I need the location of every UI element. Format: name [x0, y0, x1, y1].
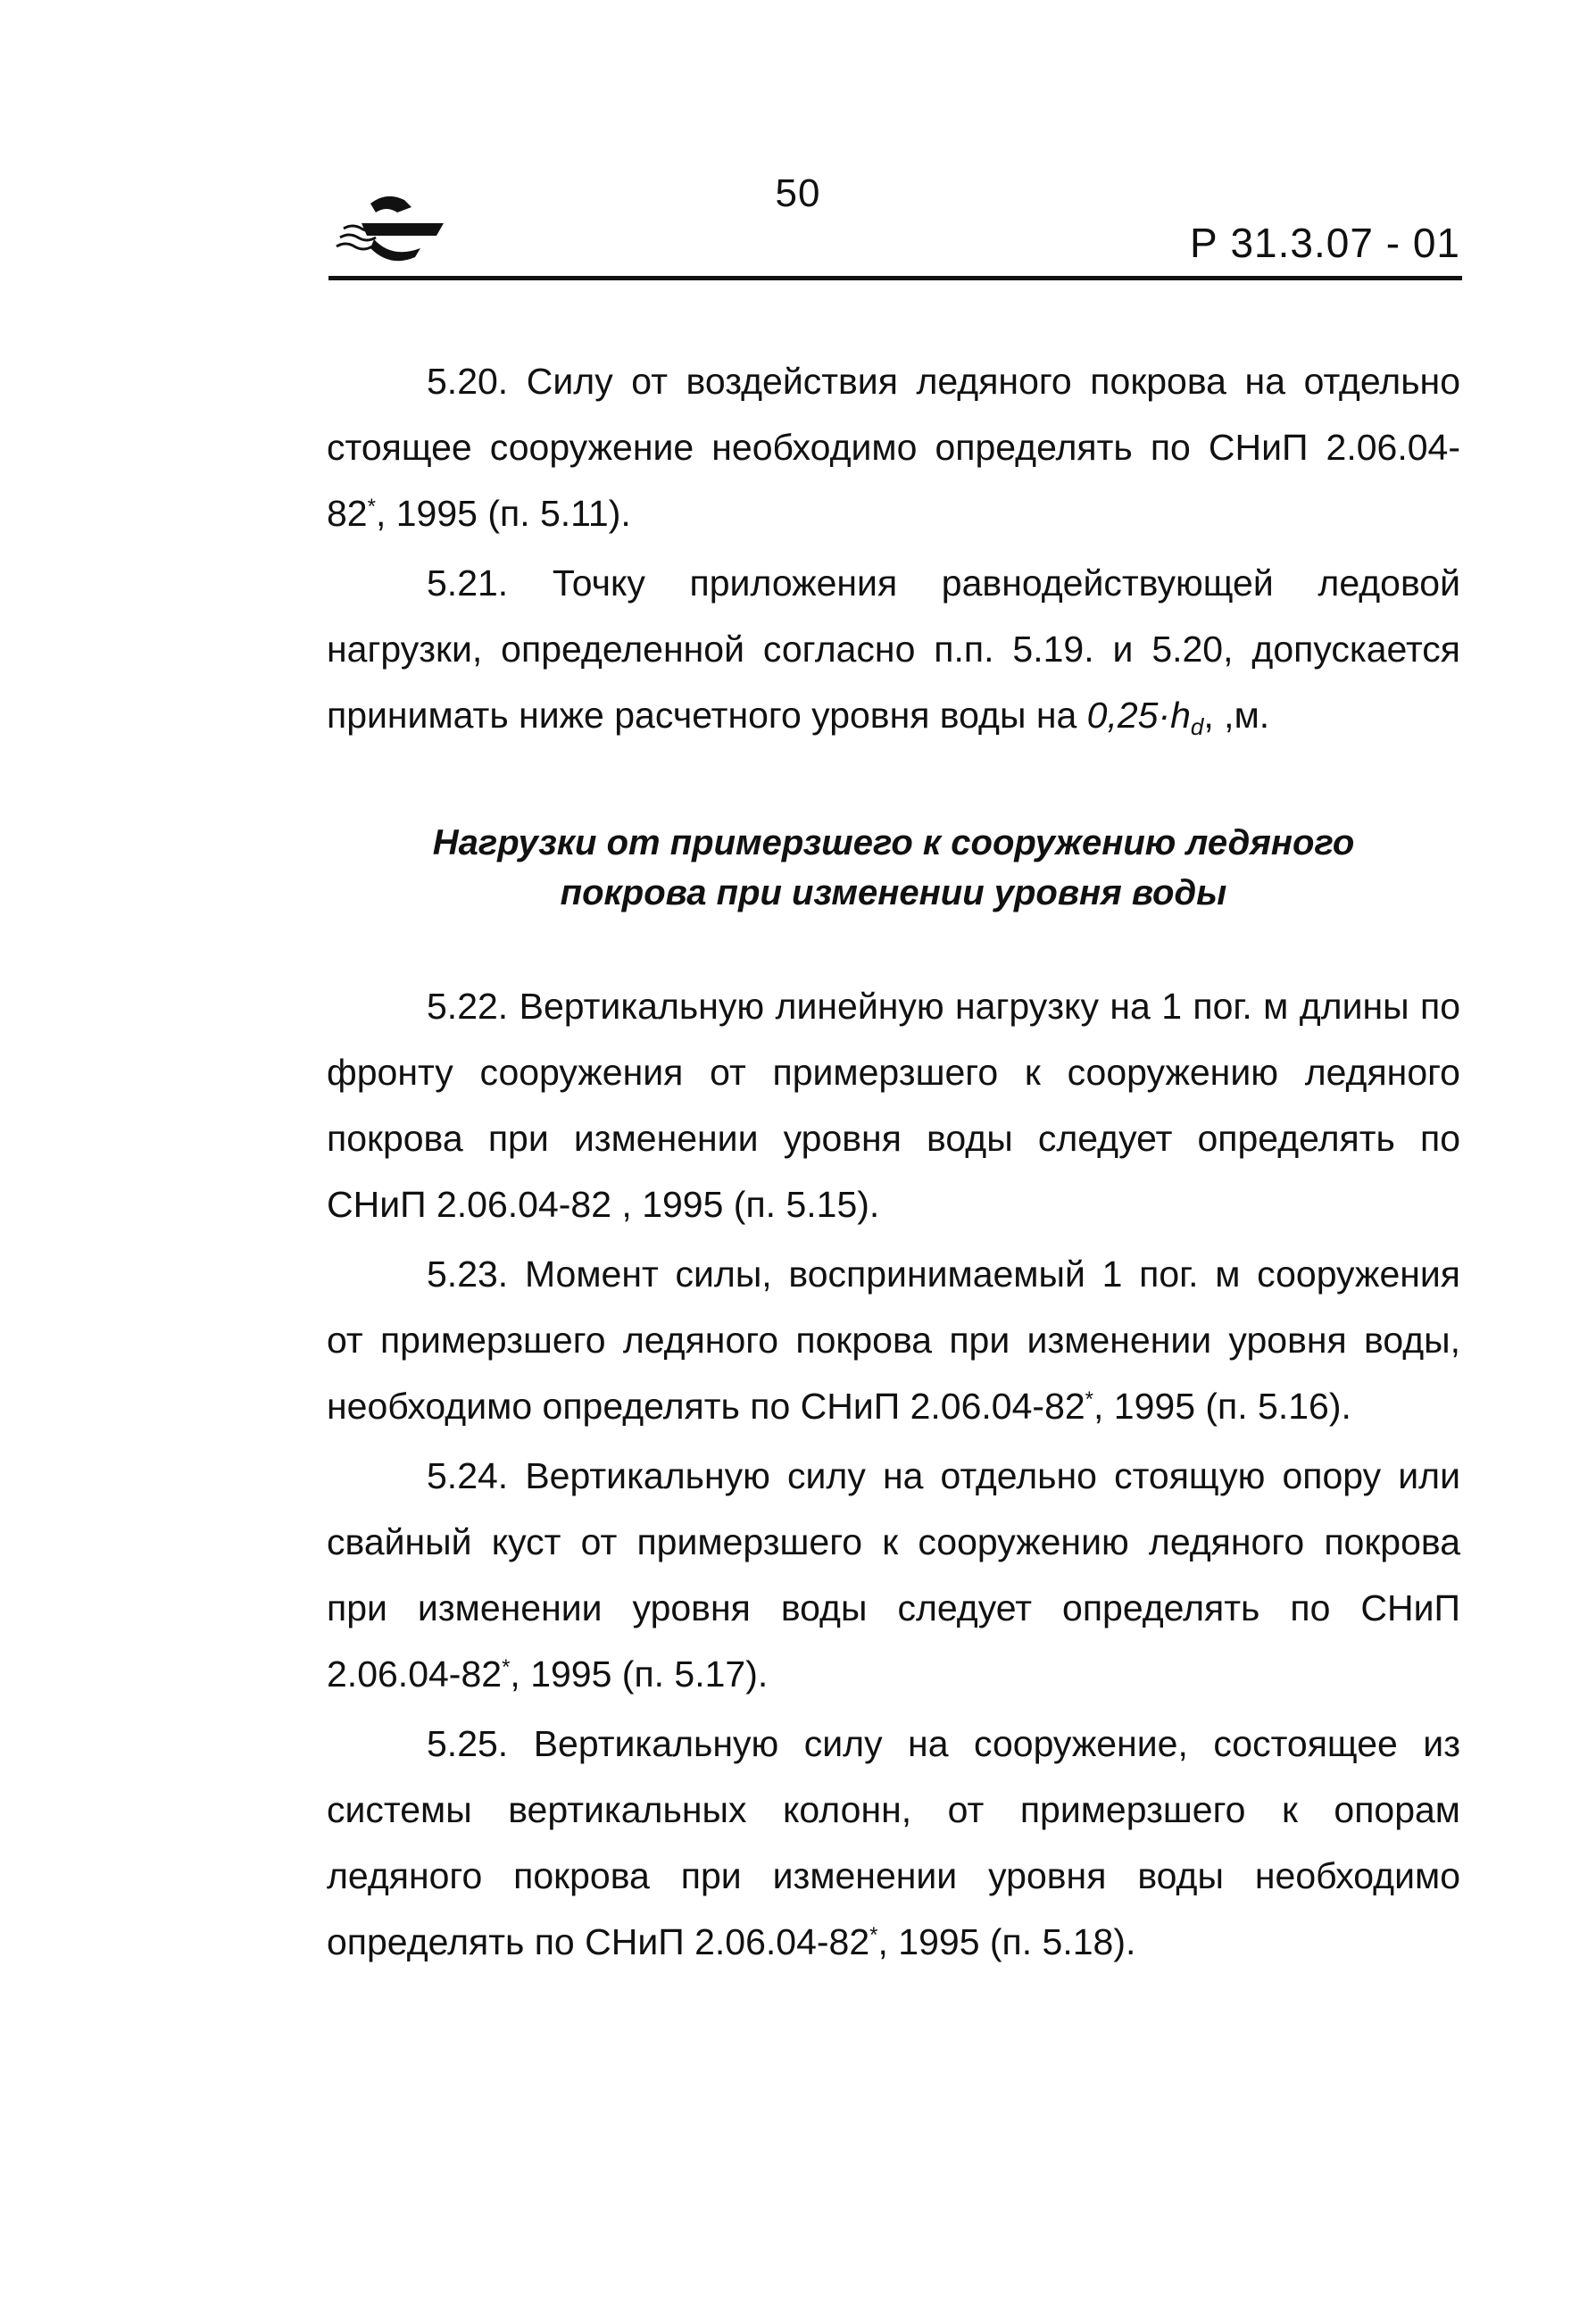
formula	[1086, 695, 1204, 740]
header-divider	[328, 276, 1462, 280]
paragraph-text: Вертикальную силу на отдельно стоящую опору или свайный куст от примерзшего к сооружению ледяного покрова при изменении уровня воды следует определять по СНиП 2.06.04-82	[327, 1455, 1460, 1695]
paragraph-5-23	[327, 1241, 1460, 1439]
section-heading	[327, 818, 1460, 918]
clause-number: 5.22.	[427, 986, 509, 1027]
clause-number: 5.21.	[427, 562, 509, 604]
document-body	[327, 348, 1460, 1975]
paragraph-text-tail: , 1995 (п. 5.16).	[1093, 1386, 1351, 1427]
clause-number: 5.23.	[427, 1253, 509, 1295]
paragraph-text-tail: , 1995 (п. 5.18).	[877, 1921, 1136, 1962]
paragraph-text: Вертикальную линейную нагрузку на 1 пог. м длины по фронту сооружения от примерзшего к сооружению ледяного покрова при изменении уровня воды следует определять по СНиП 2.06.04-82 , 1995 (п. 5.15).	[327, 986, 1460, 1225]
section-heading-line-2: покрова при изменении уровня воды	[560, 873, 1227, 912]
clause-number: 5.24.	[427, 1455, 509, 1496]
paragraph-text: Точку приложения равнодействующей ледовой нагрузки, определенной согласно п.п. 5.19. и 5.20, допускается принимать ниже расчетного уровня воды на	[327, 562, 1460, 736]
paragraph-5-20	[327, 348, 1460, 546]
paragraph-text-tail: , ,м.	[1203, 695, 1270, 736]
paragraph-text: Силу от воздействия ледяного покрова на отдельно стоящее сооружение необходимо определять по СНиП 2.06.04-82	[327, 361, 1460, 534]
clause-number: 5.20.	[427, 361, 509, 402]
paragraph-5-22	[327, 973, 1460, 1237]
formula-subscript: d	[1190, 713, 1204, 740]
footnote-mark: *	[367, 495, 376, 519]
page-number: 50	[775, 171, 821, 215]
footnote-mark: *	[1085, 1387, 1094, 1412]
section-heading-line-1: Нагрузки от примерзшего к сооружению ледяного	[432, 823, 1355, 862]
paragraph-text: Момент силы, воспринимаемый 1 пог. м сооружения от примерзшего ледяного покрова при изменении уровня воды, необходимо определять по СНиП 2.06.04-82	[327, 1253, 1460, 1427]
paragraph-5-21	[327, 550, 1460, 748]
paragraph-5-24	[327, 1443, 1460, 1707]
paragraph-5-25	[327, 1711, 1460, 1975]
paragraph-text-tail: , 1995 (п. 5.17).	[510, 1653, 769, 1695]
paragraph-text-tail: , 1995 (п. 5.11).	[375, 493, 631, 534]
document-code: Р 31.3.07 - 01	[1190, 220, 1460, 266]
footnote-mark: *	[502, 1655, 511, 1679]
paragraph-text: Вертикальную силу на сооружение, состоящее из системы вертикальных колонн, от примерзшего к опорам ледяного покрова при изменении уровня воды необходимо определять по СНиП 2.06.04-82	[327, 1723, 1460, 1962]
footnote-mark: *	[869, 1923, 878, 1947]
formula-main: 0,25·h	[1086, 695, 1191, 736]
clause-number: 5.25.	[427, 1723, 509, 1764]
